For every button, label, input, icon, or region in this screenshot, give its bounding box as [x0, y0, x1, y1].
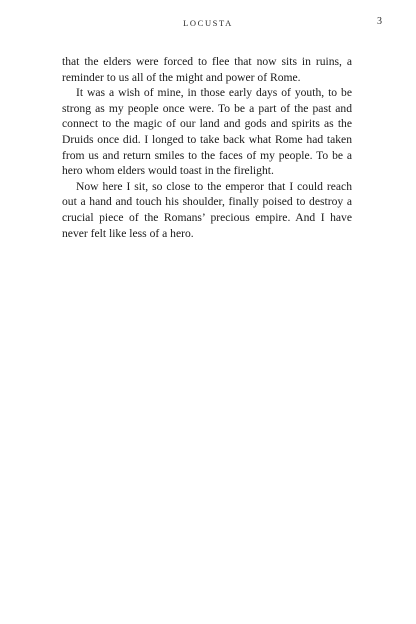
paragraph: Now here I sit, so close to the emperor that I could reach out a hand and touch his shoulder, finally poised to destroy a crucial piece of the Romans’ precious empire. And I have never felt like less of a hero.	[62, 179, 352, 240]
running-head-title: LOCUSTA	[183, 18, 233, 28]
body-text	[62, 54, 352, 241]
paragraph: It was a wish of mine, in those early days of youth, to be strong as my people once were. To be a part of the past and connect to the magic of our land and gods and spirits as the Druids once did. I longed to take back what Rome had taken from us and return smiles to the faces of my people. To be a hero whom elders would toast in the firelight.	[62, 86, 352, 178]
page-number: 3	[377, 16, 382, 27]
paragraph-continued: that the elders were forced to flee that now sits in ruins, a reminder to us all of the might and power of Rome.	[62, 55, 352, 84]
